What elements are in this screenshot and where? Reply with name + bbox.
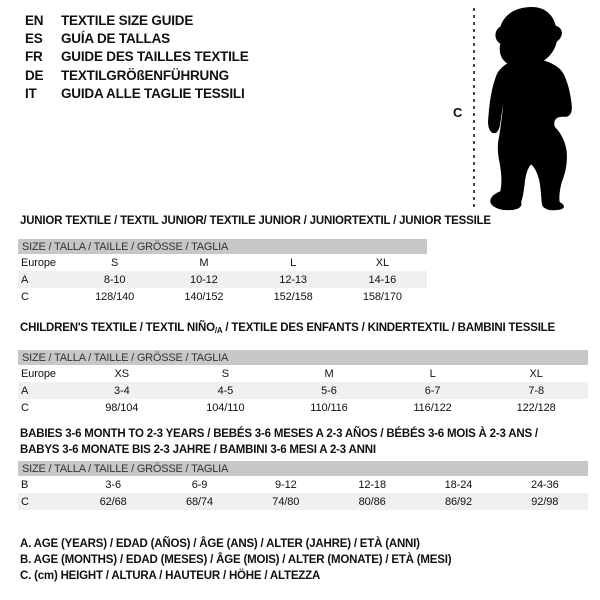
size-value-cell: 6-9 xyxy=(191,478,208,491)
section-title xyxy=(18,213,491,229)
note-age-months: B. AGE (MONTHS) / EDAD (MESES) / ÂGE (MOIS) / ALTER (MONATE) / ETÀ (MESI) xyxy=(20,554,452,567)
size-value-cell: 104/110 xyxy=(206,401,245,414)
size-value-cell: 80/86 xyxy=(358,495,386,508)
section-title-line2: BABYS 3-6 MONATE BIS 2-3 JAHRE / BAMBINI 3-6 MESI A 2-3 ANNI xyxy=(20,444,376,456)
note-height-cm: C. (cm) HEIGHT / ALTURA / HAUTEUR / HÖHE / ALTEZZA xyxy=(20,570,321,583)
size-column-header: L xyxy=(429,367,436,380)
size-value-cell: 12-13 xyxy=(279,273,307,286)
note-age-years: A. AGE (YEARS) / EDAD (AÑOS) / ÂGE (ANS) / ALTER (JAHRE) / ETÀ (ANNI) xyxy=(20,538,420,550)
size-value-cell: 5-6 xyxy=(321,384,337,397)
size-column-header: XL xyxy=(375,256,389,269)
table-row xyxy=(18,399,588,416)
row-letter-label: C xyxy=(21,495,29,508)
size-value-cell: 4-5 xyxy=(217,384,234,397)
table-row xyxy=(18,288,427,305)
table-row xyxy=(18,493,588,510)
size-column-header: XS xyxy=(114,367,130,380)
size-value-cell: 12-18 xyxy=(358,478,386,491)
language-label: TEXTILE SIZE GUIDE xyxy=(61,12,194,28)
language-code: DE xyxy=(25,67,44,83)
size-table xyxy=(18,476,588,510)
size-value-cell: 128/140 xyxy=(95,290,135,303)
size-value-cell: 18-24 xyxy=(444,478,473,491)
size-header-bar xyxy=(18,461,588,476)
size-header-bar xyxy=(18,350,588,365)
language-label: TEXTILGRÖßENFÜHRUNG xyxy=(61,67,229,83)
size-value-cell: 74/80 xyxy=(272,495,300,508)
legend-notes xyxy=(20,536,451,585)
size-value-cell: 3-4 xyxy=(113,384,130,397)
size-value-cell: 68/74 xyxy=(185,495,213,508)
language-row xyxy=(25,84,249,102)
size-value-cell: 110/116 xyxy=(310,401,348,414)
section-title-text: JUNIOR TEXTILE / TEXTIL JUNIOR/ TEXTILE JUNIOR / JUNIORTEXTIL / JUNIOR TESSILE xyxy=(20,215,491,227)
size-value-cell: 14-16 xyxy=(368,273,397,286)
section-junior-textile xyxy=(18,213,491,305)
size-value-cell: 8-10 xyxy=(103,273,126,286)
table-row xyxy=(18,271,427,288)
language-title-list xyxy=(25,11,249,102)
language-label: GUIDE DES TAILLES TEXTILE xyxy=(61,49,249,65)
size-header-label: SIZE / TALLA / TAILLE / GRÖSSE / TAGLIA xyxy=(22,351,229,364)
language-row xyxy=(25,48,249,66)
size-value-cell: 10-12 xyxy=(190,273,218,286)
size-column-header: XL xyxy=(529,367,543,380)
section-title xyxy=(18,320,588,339)
section-title xyxy=(18,426,588,458)
size-column-header: M xyxy=(324,367,334,380)
row-letter-label: C xyxy=(21,401,29,414)
size-column-header: L xyxy=(290,256,297,269)
size-value-cell: 24-36 xyxy=(530,478,559,491)
size-value-cell: 3-6 xyxy=(105,478,121,491)
size-column-header: M xyxy=(199,256,209,269)
region-header-label: Europe xyxy=(21,367,56,380)
size-value-cell: 6-7 xyxy=(424,384,441,397)
language-code: ES xyxy=(25,30,43,46)
table-header-row xyxy=(18,365,588,382)
size-value-cell: 86/92 xyxy=(444,495,472,508)
section-childrens-textile xyxy=(18,320,588,416)
row-letter-label: A xyxy=(21,273,29,286)
table-header-row xyxy=(18,254,427,271)
size-table xyxy=(18,254,427,305)
table-row xyxy=(18,382,588,399)
region-header-label: Europe xyxy=(21,256,56,269)
size-value-cell: 122/128 xyxy=(516,401,556,414)
size-value-cell: 158/170 xyxy=(362,290,402,303)
row-letter-label: C xyxy=(21,290,29,303)
section-title-subscript: /A xyxy=(214,326,223,335)
size-table xyxy=(18,365,588,416)
size-header-label: SIZE / TALLA / TAILLE / GRÖSSE / TAGLIA xyxy=(22,240,229,253)
size-column-header: S xyxy=(111,256,119,269)
section-babies-textile xyxy=(18,426,588,510)
size-value-cell: 92/98 xyxy=(531,495,559,508)
size-value-cell: 152/158 xyxy=(273,290,313,303)
size-value-cell: 62/68 xyxy=(99,495,127,508)
size-value-cell: 98/104 xyxy=(105,401,139,414)
language-row xyxy=(25,11,249,29)
size-value-cell: 7-8 xyxy=(528,384,544,397)
size-value-cell: 9-12 xyxy=(275,478,297,491)
size-value-cell: 140/152 xyxy=(184,290,224,303)
language-code: EN xyxy=(25,12,44,28)
language-code: FR xyxy=(25,49,43,65)
language-row xyxy=(25,29,249,47)
section-title-text: CHILDREN'S TEXTILE / TEXTIL NIÑO xyxy=(20,322,215,334)
row-letter-label: A xyxy=(21,384,29,397)
table-row xyxy=(18,476,588,493)
language-label: GUÍA DE TALLAS xyxy=(61,30,170,46)
size-header-label: SIZE / TALLA / TAILLE / GRÖSSE / TAGLIA xyxy=(22,462,229,475)
height-measure-dotted-line xyxy=(473,8,475,210)
row-letter-label: B xyxy=(21,478,29,491)
section-title-text: / TEXTILE DES ENFANTS / KINDERTEXTIL / BAMBINI TESSILE xyxy=(222,322,555,334)
size-value-cell: 116/122 xyxy=(413,401,452,414)
size-column-header: S xyxy=(221,367,230,380)
toddler-silhouette-image xyxy=(486,5,578,211)
language-label: GUIDA ALLE TAGLIE TESSILI xyxy=(61,85,245,101)
section-title-line1: BABIES 3-6 MONTH TO 2-3 YEARS / BEBÉS 3-6 MESES A 2-3 AÑOS / BÉBÉS 3-6 MOIS À 2-3 ANS / xyxy=(20,428,538,440)
size-header-bar xyxy=(18,239,427,254)
language-code: IT xyxy=(25,85,37,101)
language-row xyxy=(25,66,249,84)
height-measure-label: C xyxy=(453,105,463,120)
